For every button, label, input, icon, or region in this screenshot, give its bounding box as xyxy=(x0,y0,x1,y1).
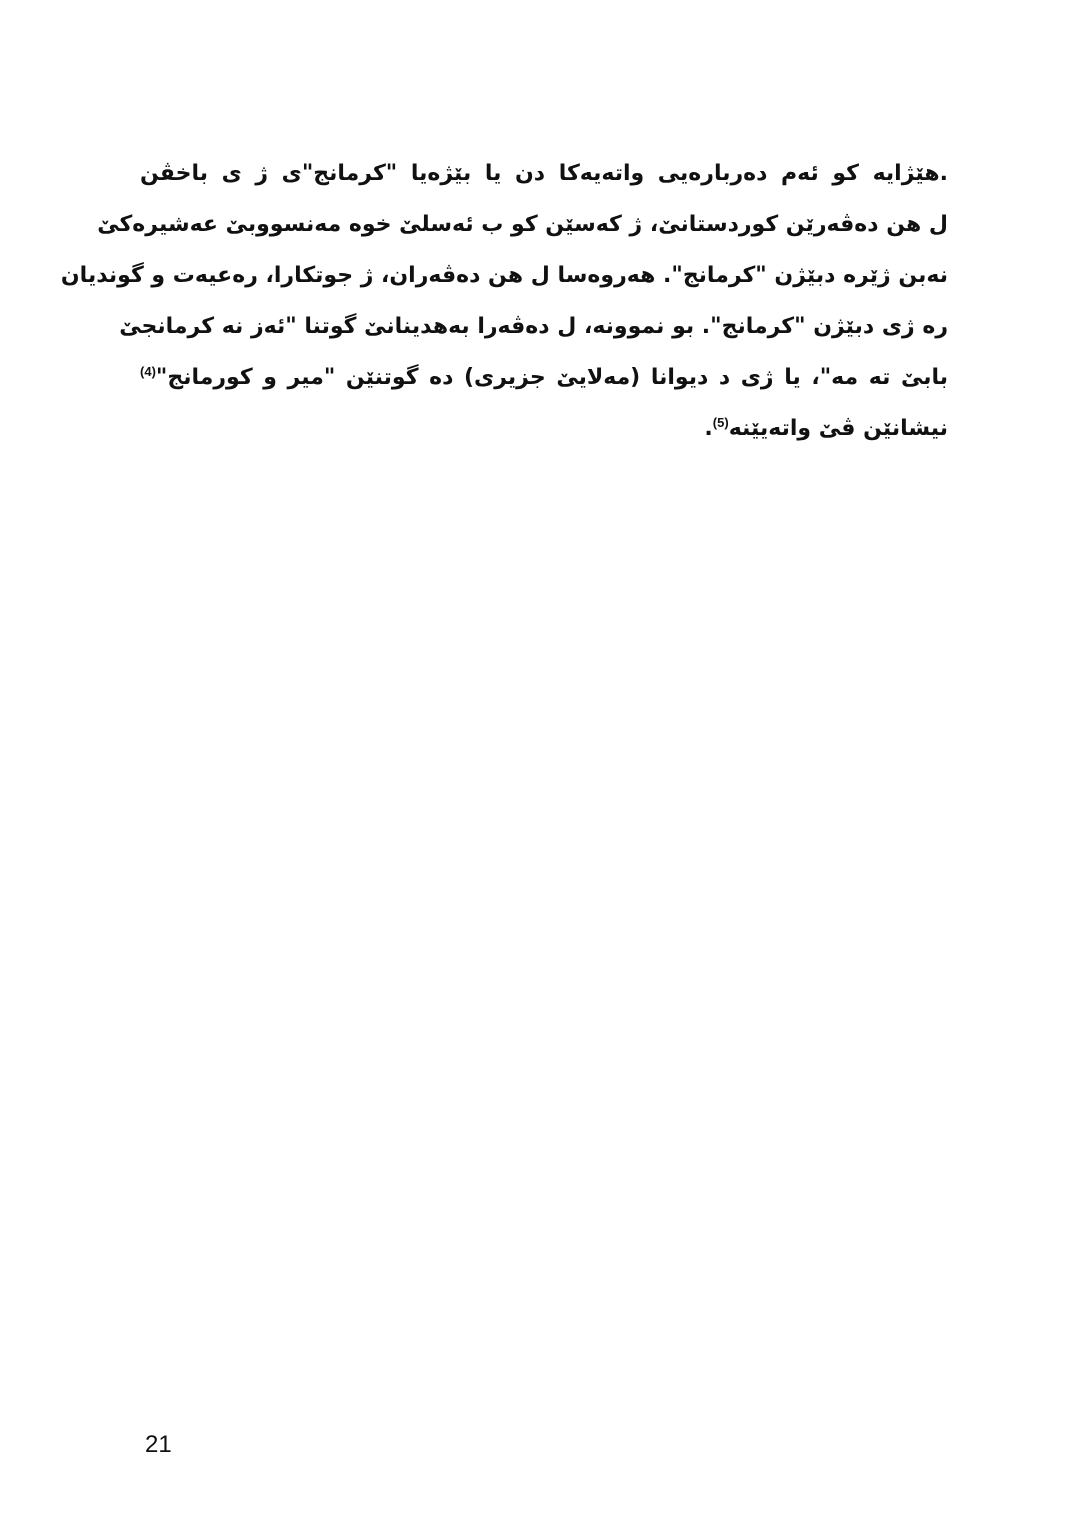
paragraph-line-5 xyxy=(140,352,948,403)
paragraph-line-1: .هێژایە کو ئەم دەربارەیی واتەیەکا دن یا بێژەیا "کرمانج"ی ژ ی باخڤن xyxy=(140,161,948,186)
paragraph-line-6-text: نیشانێن ڤێ واتەیێنە xyxy=(728,416,948,441)
body-paragraph xyxy=(60,148,948,454)
paragraph-line-2: ل هن دەڤەرێن کوردستانێ، ژ کەسێن کو ب ئەسلێ خوە مەنسووبێ عەشیرەکێ xyxy=(97,212,948,237)
paragraph-line-5-text: بابێ تە مە"، یا ژی د دیوانا (مەلایێ جزیری) دە گوتنێن "میر و کورمانج" xyxy=(155,365,948,390)
paragraph-line-4: رە ژی دبێژن "کرمانج". بو نموونە، ل دەڤەرا بەهدینانێ گوتنا "ئەز نە کرمانجێ xyxy=(119,314,948,339)
footnote-ref-5: (5) xyxy=(712,415,729,430)
page-number: 21 xyxy=(145,1431,172,1458)
footnote-ref-4: (4) xyxy=(140,364,156,379)
paragraph-line-3: نەبن ژێرە دبێژن "کرمانج". هەروەسا ل هن دەڤەران، ژ جوتکارا، رەعیەت و گوندیان xyxy=(60,263,948,288)
paragraph-line-6-period: . xyxy=(704,416,713,441)
paragraph-line-6 xyxy=(140,403,948,454)
